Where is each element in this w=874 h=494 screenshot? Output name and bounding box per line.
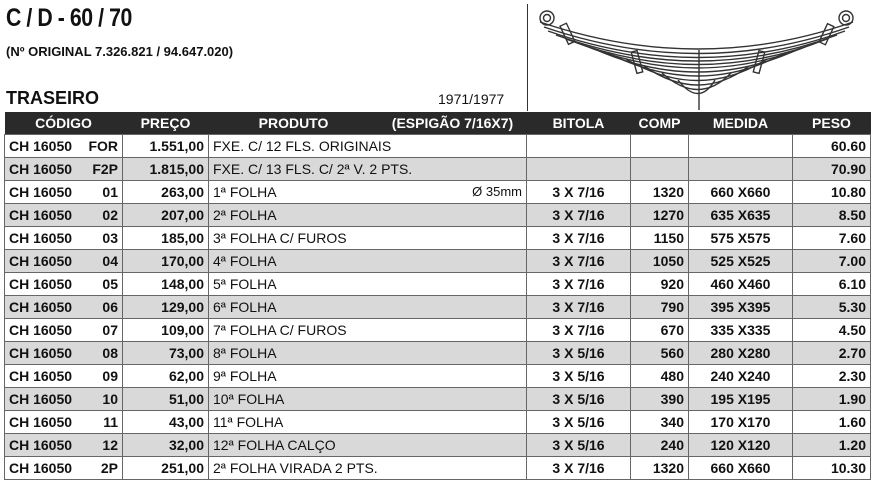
code-text: CH 16050 [9, 207, 73, 223]
cell-comp: 240 [631, 434, 689, 457]
cell-comp: 340 [631, 411, 689, 434]
cell-peso: 10.80 [793, 181, 871, 204]
table-row [5, 181, 871, 204]
col-preco: PREÇO [123, 112, 209, 135]
cell-code [5, 296, 123, 319]
cell-product [209, 135, 527, 158]
code-text: CH 16050 [9, 184, 73, 200]
cell-peso: 10.30 [793, 457, 871, 480]
code-text: CH 16050 [9, 345, 73, 361]
section-label: TRASEIRO [6, 88, 100, 108]
cell-code [5, 365, 123, 388]
code-suffix: 12 [102, 437, 118, 453]
cell-price: 207,00 [123, 204, 209, 227]
cell-comp: 560 [631, 342, 689, 365]
cell-bitola: 3 X 7/16 [527, 319, 631, 342]
cell-medida: 635 X635 [689, 204, 793, 227]
code-suffix: 08 [102, 345, 118, 361]
cell-product [209, 227, 527, 250]
cell-bitola: 3 X 7/16 [527, 204, 631, 227]
col-bitola: BITOLA [527, 112, 631, 135]
parts-table [4, 112, 871, 480]
product-text: 11ª FOLHA [213, 414, 284, 430]
cell-price: 251,00 [123, 457, 209, 480]
cell-bitola: 3 X 7/16 [527, 273, 631, 296]
divider [527, 4, 528, 111]
table-row [5, 296, 871, 319]
cell-comp: 1050 [631, 250, 689, 273]
cell-bitola: 3 X 7/16 [527, 250, 631, 273]
col-comp: COMP [631, 112, 689, 135]
code-text: CH 16050 [9, 322, 73, 338]
cell-peso: 2.30 [793, 365, 871, 388]
code-text: CH 16050 [9, 460, 73, 476]
cell-comp: 1320 [631, 181, 689, 204]
cell-code [5, 342, 123, 365]
cell-code [5, 181, 123, 204]
cell-price: 263,00 [123, 181, 209, 204]
cell-comp: 670 [631, 319, 689, 342]
code-suffix: 10 [102, 391, 118, 407]
code-text: CH 16050 [9, 368, 73, 384]
cell-product [209, 388, 527, 411]
cell-peso: 4.50 [793, 319, 871, 342]
product-text: FXE. C/ 12 FLS. ORIGINAIS [213, 138, 392, 154]
table-row [5, 158, 871, 181]
product-text: 4ª FOLHA [213, 253, 277, 269]
code-suffix: 03 [102, 230, 118, 246]
product-text: 2ª FOLHA VIRADA 2 PTS. [213, 460, 378, 476]
cell-peso: 8.50 [793, 204, 871, 227]
cell-code [5, 227, 123, 250]
cell-product [209, 273, 527, 296]
product-text: 5ª FOLHA [213, 276, 277, 292]
cell-price: 148,00 [123, 273, 209, 296]
cell-code [5, 457, 123, 480]
col-peso: PESO [793, 112, 871, 135]
table-header-row [5, 112, 871, 135]
table-row [5, 342, 871, 365]
col-codigo: CÓDIGO [5, 112, 123, 135]
cell-peso: 5.30 [793, 296, 871, 319]
table-row [5, 227, 871, 250]
code-suffix: 06 [102, 299, 118, 315]
year-range: 1971/1977 [438, 91, 505, 107]
cell-bitola: 3 X 7/16 [527, 296, 631, 319]
code-suffix: 11 [103, 414, 118, 430]
leaf-spring-icon [534, 6, 864, 110]
product-text: 8ª FOLHA [213, 345, 277, 361]
cell-comp: 920 [631, 273, 689, 296]
cell-medida: 170 X170 [689, 411, 793, 434]
code-suffix: 02 [102, 207, 118, 223]
cell-bitola: 3 X 7/16 [527, 227, 631, 250]
cell-peso: 6.10 [793, 273, 871, 296]
cell-code [5, 319, 123, 342]
cell-price: 62,00 [123, 365, 209, 388]
cell-code [5, 411, 123, 434]
product-text: 10ª FOLHA [213, 391, 285, 407]
cell-comp [631, 135, 689, 158]
code-text: CH 16050 [9, 138, 73, 154]
cell-bitola [527, 158, 631, 181]
cell-price: 51,00 [123, 388, 209, 411]
cell-code [5, 135, 123, 158]
product-text: 2ª FOLHA [213, 207, 277, 223]
table-row [5, 135, 871, 158]
table-row [5, 250, 871, 273]
col-produto-label: PRODUTO [258, 115, 329, 131]
cell-medida: 240 X240 [689, 365, 793, 388]
cell-price: 73,00 [123, 342, 209, 365]
cell-product [209, 411, 527, 434]
col-medida: MEDIDA [689, 112, 793, 135]
cell-medida: 120 X120 [689, 434, 793, 457]
code-text: CH 16050 [9, 253, 73, 269]
cell-medida: 575 X575 [689, 227, 793, 250]
table-row [5, 411, 871, 434]
product-text: 6ª FOLHA [213, 299, 277, 315]
cell-code [5, 158, 123, 181]
cell-peso: 70.90 [793, 158, 871, 181]
code-suffix: 09 [102, 368, 118, 384]
cell-code [5, 434, 123, 457]
cell-price: 170,00 [123, 250, 209, 273]
cell-medida [689, 135, 793, 158]
cell-comp [631, 158, 689, 181]
cell-code [5, 388, 123, 411]
code-text: CH 16050 [9, 230, 73, 246]
table-row [5, 434, 871, 457]
cell-medida: 460 X460 [689, 273, 793, 296]
code-text: CH 16050 [9, 437, 73, 453]
code-suffix: 05 [102, 276, 118, 292]
cell-product [209, 319, 527, 342]
cell-comp: 1150 [631, 227, 689, 250]
cell-product [209, 457, 527, 480]
cell-peso: 60.60 [793, 135, 871, 158]
cell-medida: 195 X195 [689, 388, 793, 411]
cell-medida: 660 X660 [689, 181, 793, 204]
cell-code [5, 273, 123, 296]
table-row [5, 273, 871, 296]
cell-comp: 1320 [631, 457, 689, 480]
product-text: 1ª FOLHA [213, 184, 277, 200]
cell-product [209, 181, 527, 204]
product-text: 3ª FOLHA C/ FUROS [213, 230, 347, 246]
product-text: 12ª FOLHA CALÇO [213, 437, 336, 453]
cell-code [5, 204, 123, 227]
cell-code [5, 250, 123, 273]
table-row [5, 319, 871, 342]
code-text: CH 16050 [9, 414, 73, 430]
cell-price: 32,00 [123, 434, 209, 457]
cell-medida: 525 X525 [689, 250, 793, 273]
cell-bitola: 3 X 5/16 [527, 434, 631, 457]
col-produto [209, 112, 527, 135]
cell-product [209, 365, 527, 388]
cell-peso: 1.60 [793, 411, 871, 434]
table-row [5, 204, 871, 227]
cell-price: 129,00 [123, 296, 209, 319]
cell-product [209, 342, 527, 365]
cell-medida: 335 X335 [689, 319, 793, 342]
cell-peso: 7.60 [793, 227, 871, 250]
table-row [5, 457, 871, 480]
cell-bitola [527, 135, 631, 158]
code-suffix: 01 [102, 184, 118, 200]
page-title: C / D - 60 / 70 [6, 4, 132, 32]
cell-bitola: 3 X 5/16 [527, 411, 631, 434]
col-espigao-label: (ESPIGÃO 7/16X7) [391, 115, 514, 131]
cell-comp: 790 [631, 296, 689, 319]
cell-price: 185,00 [123, 227, 209, 250]
cell-price: 1.815,00 [123, 158, 209, 181]
code-text: CH 16050 [9, 276, 73, 292]
cell-product [209, 296, 527, 319]
cell-product [209, 250, 527, 273]
cell-bitola: 3 X 7/16 [527, 457, 631, 480]
cell-bitola: 3 X 7/16 [527, 181, 631, 204]
code-suffix: 04 [102, 253, 118, 269]
cell-medida: 280 X280 [689, 342, 793, 365]
cell-peso: 1.20 [793, 434, 871, 457]
cell-price: 43,00 [123, 411, 209, 434]
cell-comp: 480 [631, 365, 689, 388]
cell-bitola: 3 X 5/16 [527, 365, 631, 388]
cell-medida: 395 X395 [689, 296, 793, 319]
cell-product [209, 158, 527, 181]
code-text: CH 16050 [9, 391, 73, 407]
original-number: (Nº ORIGINAL 7.326.821 / 94.647.020) [6, 44, 234, 59]
cell-peso: 1.90 [793, 388, 871, 411]
cell-comp: 390 [631, 388, 689, 411]
cell-peso: 7.00 [793, 250, 871, 273]
product-text: FXE. C/ 13 FLS. C/ 2ª V. 2 PTS. [213, 161, 413, 177]
cell-peso: 2.70 [793, 342, 871, 365]
cell-price: 109,00 [123, 319, 209, 342]
cell-medida: 660 X660 [689, 457, 793, 480]
code-suffix: 07 [102, 322, 118, 338]
cell-product [209, 434, 527, 457]
product-text: 9ª FOLHA [213, 368, 277, 384]
cell-product [209, 204, 527, 227]
cell-bitola: 3 X 5/16 [527, 388, 631, 411]
cell-comp: 1270 [631, 204, 689, 227]
cell-price: 1.551,00 [123, 135, 209, 158]
product-text: 7ª FOLHA C/ FUROS [213, 322, 347, 338]
product-note: Ø 35mm [472, 184, 522, 199]
code-suffix: 2P [100, 460, 118, 476]
cell-bitola: 3 X 5/16 [527, 342, 631, 365]
table-row [5, 365, 871, 388]
code-text: CH 16050 [9, 161, 73, 177]
code-suffix: FOR [88, 138, 118, 154]
code-text: CH 16050 [9, 299, 73, 315]
table-row [5, 388, 871, 411]
cell-medida [689, 158, 793, 181]
code-suffix: F2P [92, 161, 118, 177]
